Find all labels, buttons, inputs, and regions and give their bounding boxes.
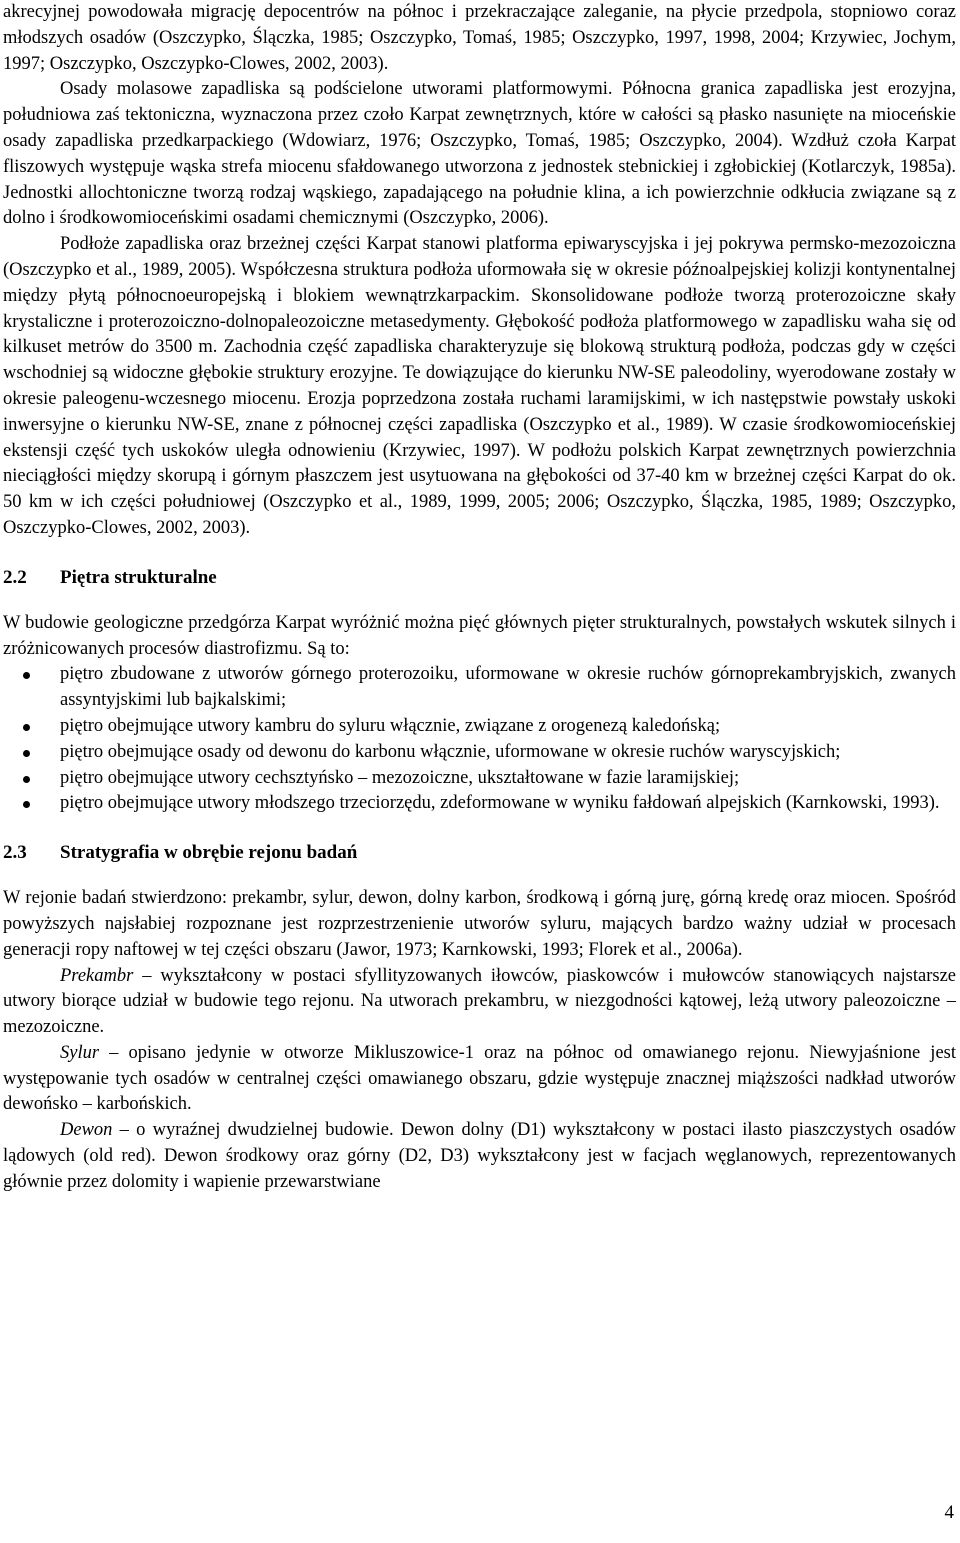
paragraph-continued: akrecyjnej powodowała migrację depocentrów na północ i przekraczające zaleganie, na płycie przedpola, stopniowo coraz młodszych osadów (Oszczypko, Ślączka, 1985; Oszczypko, Tomaś, 1985; Oszczypko, 1997, 1998, 2004; Krzywiec, Jochym, 1997; Oszczypko, Oszczypko-Clowes, 2002, 2003). (3, 2, 956, 74)
bullet-icon (23, 776, 30, 783)
term-dewon: Dewon (60, 1120, 113, 1141)
document-page (3, 0, 956, 1196)
paragraph-dewon: Dewon – o wyraźnej dwudzielnej budowie. Dewon dolny (D1) wykształcony w postaci ilasto piaszczystych osadów lądowych (old red). Dewon środkowy oraz górny (D2, D3) wykształcony jest w facjach węglanowych, reprezentowanych głównie przez dolomity i wapienie przewarstwiane (3, 1120, 956, 1192)
term-sylur: Sylur (60, 1042, 100, 1063)
section-title: Stratygrafia w obrębie rejonu badań (60, 842, 358, 864)
paragraph-prekambr: Prekambr – wykształcony w postaci sfyllityzowanych iłowców, piaskowców i mułowców stanowiących najstarsze utwory biorące udział w budowie tego rejonu. Na utworach prekambru, w niezgodności kątowej, leżą utwory paleozoiczne – mezozoiczne. (3, 965, 956, 1038)
list-item: piętro obejmujące utwory kambru do syluru włącznie, związane z orogenezą kaledońską; (3, 714, 956, 740)
section-number: 2.3 (3, 842, 27, 864)
section-2-2-intro: W budowie geologiczne przedgórza Karpat wyróżnić można pięć głównych pięter strukturalnych, powstałych wskutek silnych i zróżnicowanych procesów diastrofizmu. Są to: (3, 612, 956, 659)
term-prekambr: Prekambr (60, 965, 134, 986)
list-item: piętro zbudowane z utworów górnego proterozoiku, uformowane w okresie ruchów górnoprekambryjskich, zwanych assyntyjskimi lub bajkalskimi; (3, 662, 956, 714)
bullet-icon (23, 724, 30, 731)
section-number: 2.2 (3, 566, 27, 588)
section-heading-2-2 (3, 565, 956, 591)
bullet-icon (23, 672, 30, 679)
section-2-3-intro: W rejonie badań stwierdzono: prekambr, sylur, dewon, dolny karbon, środkową i górną jurę, górną kredę oraz miocen. Spośród powyższych najsłabiej rozpoznane jest rozprzestrzenienie utworów syluru, mających bardzo ważny udział w procesach generacji ropy naftowej w tej części obszaru (Jawor, 1973; Karnkowski, 1993; Florek et al., 2006a). (3, 888, 956, 960)
list-item: piętro obejmujące osady od dewonu do karbonu włącznie, uformowane w okresie ruchów waryscyjskich; (3, 740, 956, 766)
bullet-icon (23, 750, 30, 757)
paragraph-basement: Podłoże zapadliska oraz brzeżnej części Karpat stanowi platforma epiwaryscyjska i jej pokrywa permsko-mezozoiczna (Oszczypko et al., 1989, 2005). Współczesna struktura podłoża uformowała się w okresie późnoalpejskiej kolizji kontynentalnej między płytą północnoeuropejską i blokiem wewnątrzkarpackim. Skonsolidowane podłoże tworzą proterozoiczne skały krystaliczne i proterozoiczno-dolnopaleozoiczne metasedymenty. Głębokość podłoża platformowego w zapadlisku waha się od kilkuset metrów do 3500 m. Zachodnia część zapadliska charakteryzuje się blokową strukturą podłoża, podczas gdy w części wschodniej są widoczne głębokie struktury erozyjne. Te dowiązujące do kierunku NW-SE paleodoliny, wyerodowane zostały w okresie paleogenu-wczesnego miocenu. Erozja poprzedzona została ruchami laramijskimi, w ich następstwie powstały uskoki inwersyjne o kierunku NW-SE, znane z północnej części zapadliska (Oszczypko et al., 1989). W czasie środkowomioceńskiej ekstensji część tych uskoków uległa odnowieniu (Krzywiec, 1997). W podłożu polskich Karpat zewnętrznych powierzchnia nieciągłości między skorupą i górnym płaszczem jest usytuowana na głębokości od 37-40 km w brzeżnej części Karpat do ok. 50 km w ich części południowej (Oszczypko et al., 1989, 1999, 2005; 2006; Oszczypko, Ślączka, 1985, 1989; Oszczypko, Oszczypko-Clowes, 2002, 2003). (3, 234, 956, 538)
bullet-icon (23, 801, 30, 808)
structural-stages-list (3, 662, 956, 817)
section-title: Piętra strukturalne (60, 566, 217, 588)
page-number: 4 (944, 1502, 954, 1523)
list-item: piętro obejmujące utwory cechsztyńsko – mezozoiczne, ukształtowane w fazie laramijskiej; (3, 766, 956, 792)
paragraph-molasse: Osady molasowe zapadliska są podścielone utworami platformowymi. Północna granica zapadliska jest erozyjna, południowa zaś tektoniczna, wyznaczona przez czoło Karpat zewnętrznych, które w całości są płasko nasunięte na mioceńskie osady zapadliska przedkarpackiego (Wdowiarz, 1976; Oszczypko, Tomaś, 1985; Oszczypko, 2004). Wzdłuż czoła Karpat fliszowych występuje wąska strefa miocenu sfałdowanego utworzona z jednostek stebnickiej i zgłobickiej (Kotlarczyk, 1985a). Jednostki allochtoniczne tworzą rodzaj wąskiego, zapadającego na południe klina, a ich powierzchnie odkłucia związane są z dolno i środkowomioceńskimi osadami chemicznymi (Oszczypko, 2006). (3, 79, 956, 229)
list-item: piętro obejmujące utwory młodszego trzeciorzędu, zdeformowane w wyniku fałdowań alpejskich (Karnkowski, 1993). (3, 791, 956, 817)
paragraph-sylur: Sylur – opisano jedynie w otworze Mikluszowice-1 oraz na północ od omawianego rejonu. Niewyjaśnione jest występowanie tych osadów w centralnej części omawianego obszaru, gdzie występuje znacznej miąższości nadkład utworów dewońsko – karbońskich. (3, 1042, 956, 1115)
section-heading-2-3 (3, 840, 956, 866)
